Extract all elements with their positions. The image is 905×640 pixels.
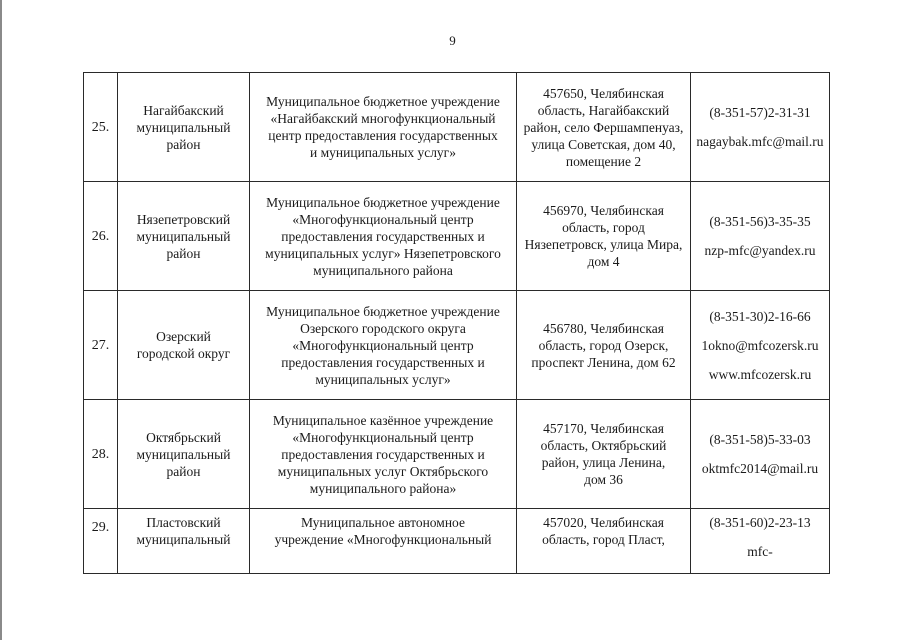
contacts-cell xyxy=(691,400,830,509)
organization-cell-line: предоставления государственных и xyxy=(281,228,485,244)
organization-cell-line: предоставления государственных и xyxy=(281,354,485,370)
organization-cell-line: центр предоставления государственных xyxy=(268,128,498,143)
district-cell-line: муниципальный xyxy=(136,532,231,547)
organization-cell xyxy=(250,182,517,291)
contacts-cell xyxy=(691,182,830,291)
organization-cell-line: учреждение «Многофункциональный xyxy=(274,532,492,547)
address-cell xyxy=(517,182,691,291)
row-number: 29. xyxy=(84,509,118,574)
contacts-cell xyxy=(691,73,830,182)
organization-cell-line: муниципальных услуг Октябрьского xyxy=(277,463,489,479)
address-cell-line: область, город xyxy=(562,220,645,235)
contacts-cell-line: mfc- xyxy=(747,544,773,559)
organization-cell-line: муниципальных услуг» Нязепетровского xyxy=(265,245,501,261)
organization-cell-line: «Многофункциональный центр xyxy=(292,211,474,227)
contacts-cell-line: (8-351-56)3-35-35 xyxy=(709,214,811,229)
district-cell xyxy=(118,509,250,574)
district-cell-line: Октябрьский xyxy=(146,429,221,445)
row-number: 27. xyxy=(84,291,118,400)
table-row xyxy=(84,291,830,400)
district-cell-line: Пластовский xyxy=(146,515,221,530)
table-row xyxy=(84,400,830,509)
contacts-cell-line: oktmfc2014@mail.ru xyxy=(701,461,819,476)
organization-cell xyxy=(250,291,517,400)
district-cell-line: район xyxy=(166,136,201,152)
organization-cell-line: и муниципальных услуг» xyxy=(310,145,456,160)
address-cell-line: улица Советская, дом 40, xyxy=(531,136,676,152)
district-cell xyxy=(118,400,250,509)
address-cell-line: область, город Озерск, xyxy=(538,337,669,353)
address-cell xyxy=(517,291,691,400)
contacts-cell-line: (8-351-30)2-16-66 xyxy=(709,308,811,324)
table-row xyxy=(84,73,830,182)
mfc-registry-table xyxy=(83,72,830,574)
contacts-cell xyxy=(691,509,830,574)
address-cell-line: 457170, Челябинская xyxy=(543,421,664,436)
table-row xyxy=(84,509,830,574)
organization-cell-line: Муниципальное бюджетное учреждение xyxy=(266,94,500,109)
scan-edge xyxy=(0,0,2,640)
district-cell-line: Нагайбакский xyxy=(143,102,224,118)
contacts-cell-line: (8-351-57)2-31-31 xyxy=(709,105,811,120)
address-cell xyxy=(517,73,691,182)
address-cell-line: проспект Ленина, дом 62 xyxy=(531,354,676,370)
contacts-cell-line: www.mfcozersk.ru xyxy=(708,366,812,382)
table-row xyxy=(84,182,830,291)
organization-cell-line: Муниципальное казённое учреждение xyxy=(272,412,494,428)
contacts-cell-line: (8-351-58)5-33-03 xyxy=(709,432,811,447)
organization-cell xyxy=(250,509,517,574)
district-cell-line: район xyxy=(166,463,201,479)
organization-cell-line: Озерского городского округа xyxy=(300,320,466,336)
organization-cell xyxy=(250,400,517,509)
address-cell-line: Нязепетровск, улица Мира, xyxy=(524,237,683,252)
address-cell-line: 457020, Челябинская xyxy=(543,515,664,530)
address-cell-line: дом 4 xyxy=(587,254,620,269)
organization-cell-line: предоставления государственных и xyxy=(281,446,485,462)
district-cell-line: муниципальный xyxy=(136,119,231,135)
address-cell-line: 456780, Челябинская xyxy=(543,320,664,336)
contacts-cell-line: nzp-mfc@yandex.ru xyxy=(704,243,816,258)
organization-cell-line: «Многофункциональный центр xyxy=(292,429,474,445)
organization-cell-line: Муниципальное бюджетное учреждение xyxy=(266,303,500,319)
address-cell-line: область, город Пласт, xyxy=(542,532,665,547)
district-cell-line: район xyxy=(166,245,201,261)
row-number: 26. xyxy=(84,182,118,291)
address-cell-line: 457650, Челябинская xyxy=(543,85,664,101)
page-number: 9 xyxy=(449,33,456,48)
organization-cell xyxy=(250,73,517,182)
organization-cell-line: «Многофункциональный центр xyxy=(292,337,474,353)
contacts-cell xyxy=(691,291,830,400)
contacts-cell-line: nagaybak.mfc@mail.ru xyxy=(696,134,824,149)
address-cell-line: область, Октябрьский xyxy=(540,438,667,453)
district-cell xyxy=(118,182,250,291)
organization-cell-line: Муниципальное бюджетное учреждение xyxy=(266,194,500,210)
organization-cell-line: Муниципальное автономное xyxy=(301,515,465,530)
address-cell-line: помещение 2 xyxy=(565,153,642,169)
address-cell xyxy=(517,400,691,509)
district-cell-line: муниципальный xyxy=(136,228,231,244)
contacts-cell-line: 1okno@mfcozersk.ru xyxy=(701,337,819,353)
contacts-cell-line: (8-351-60)2-23-13 xyxy=(709,515,811,530)
district-cell xyxy=(118,73,250,182)
district-cell-line: муниципальный xyxy=(136,446,231,462)
address-cell-line: 456970, Челябинская xyxy=(543,203,664,218)
address-cell xyxy=(517,509,691,574)
organization-cell-line: муниципальных услуг» xyxy=(315,371,451,387)
organization-cell-line: «Нагайбакский многофункциональный xyxy=(270,111,496,126)
district-cell-line: Озерский xyxy=(156,329,211,344)
organization-cell-line: муниципального района xyxy=(313,262,453,278)
row-number: 25. xyxy=(84,73,118,182)
address-cell-line: дом 36 xyxy=(584,472,623,487)
address-cell-line: район, село Фершампенуаз, xyxy=(523,119,684,135)
row-number: 28. xyxy=(84,400,118,509)
address-cell-line: район, улица Ленина, xyxy=(541,455,666,470)
district-cell-line: городской округ xyxy=(136,346,231,361)
organization-cell-line: муниципального района» xyxy=(309,480,457,496)
district-cell-line: Нязепетровский xyxy=(136,211,231,227)
address-cell-line: область, Нагайбакский xyxy=(537,102,670,118)
district-cell xyxy=(118,291,250,400)
